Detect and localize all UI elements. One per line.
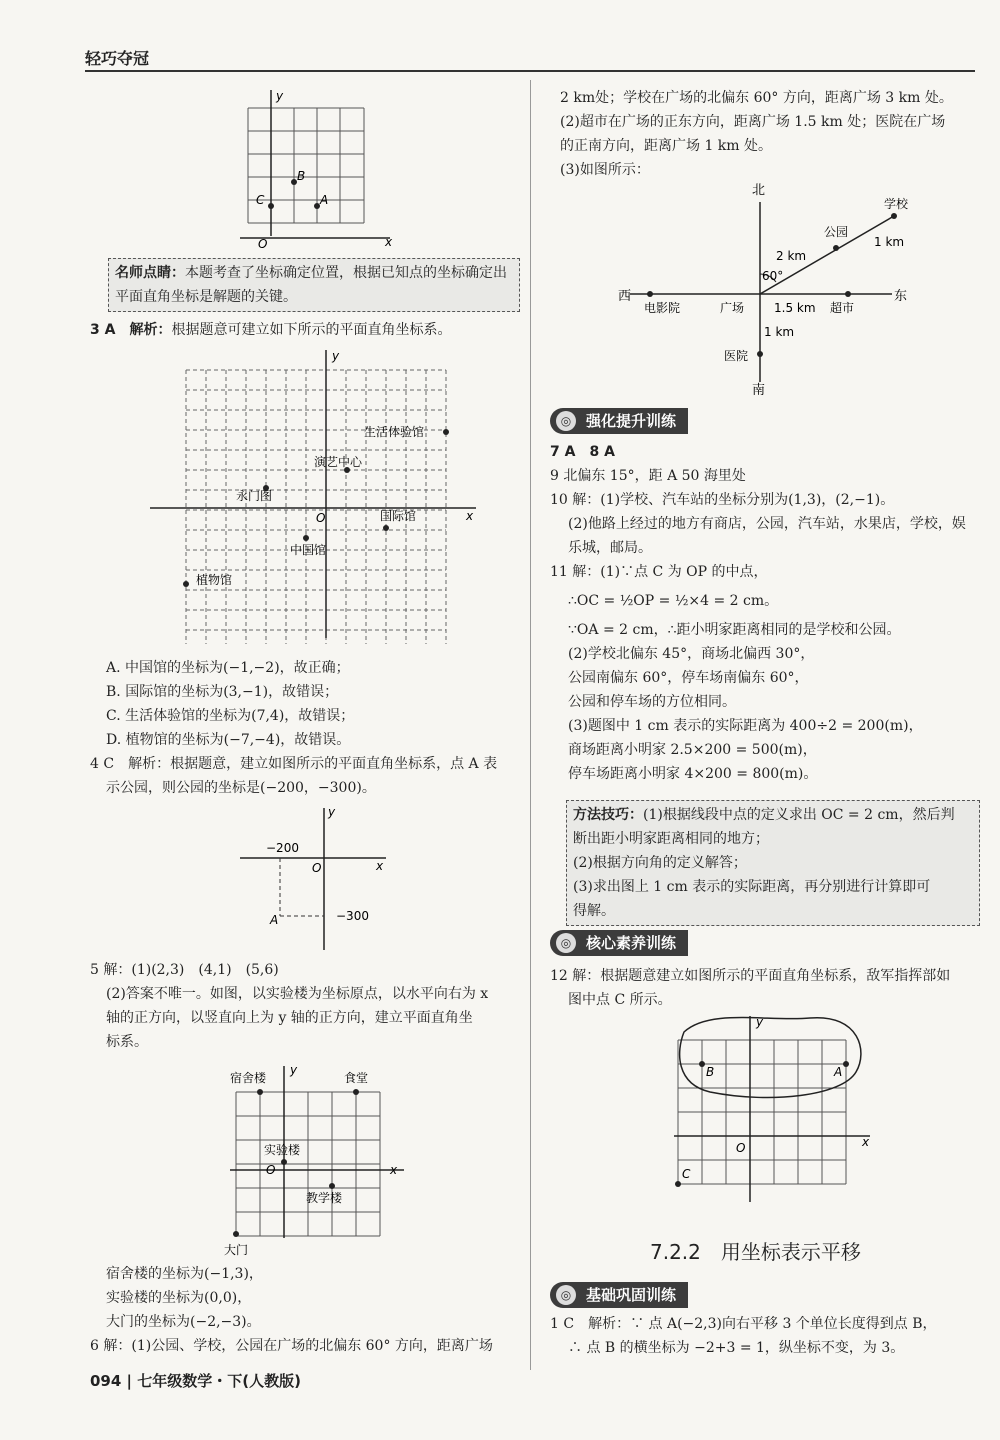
y-label: y	[756, 1015, 764, 1029]
q5-res-3: 大门的坐标为(−2,−3)。	[106, 1314, 261, 1330]
label-south: 南	[752, 383, 766, 396]
tip2-l4: (3)求出图上 1 cm 表示的实际距离，再分别进行计算即可	[573, 879, 931, 895]
point-china	[303, 535, 309, 541]
tip2-l2: 断出距小明家距离相同的地方；	[573, 831, 769, 847]
y-label: y	[328, 806, 336, 819]
tip-box-1	[108, 258, 520, 312]
q12-block	[550, 964, 980, 1012]
q4-line2: 示公园，则公园的坐标是(−200，−300)。	[106, 780, 376, 796]
label-d1b: 1 km	[764, 325, 795, 339]
y-label: y	[332, 349, 340, 363]
point-lab	[281, 1159, 287, 1165]
point-gate	[233, 1231, 239, 1237]
q5-res-1: 宿舍楼的坐标为(−1,3)，	[106, 1266, 263, 1282]
point-c	[675, 1181, 681, 1187]
x-label: x	[466, 509, 474, 523]
tip2-l1: (1)根据线段中点的定义求出 OC = 2 cm，然后判	[643, 807, 955, 823]
banner-core	[550, 930, 688, 956]
page-footer: 094 | 七年级数学・下(人教版)	[90, 1372, 301, 1390]
label-dorm: 宿舍楼	[230, 1071, 267, 1085]
label-north: 北	[752, 183, 766, 198]
label-plant: 植物馆	[196, 573, 233, 587]
point-cinema	[647, 291, 653, 297]
q5-res-2: 实验楼的坐标为(0,0)，	[106, 1290, 252, 1306]
label-culture: 演艺中心	[314, 455, 363, 469]
q11-l8: 商场距离小明家 2.5×200 = 500(m)，	[568, 742, 817, 758]
q11-l9: 停车场距离小明家 4×200 = 800(m)。	[568, 766, 818, 782]
label-gate: 永门图	[236, 489, 273, 503]
point-c	[268, 203, 274, 209]
y-label: y	[290, 1063, 298, 1077]
label-gate: 大门	[224, 1243, 249, 1257]
tip-label: 名师点睛：	[115, 265, 185, 281]
q5-line1: 5 解：(1)(2,3) (4,1) (5,6)	[90, 962, 279, 978]
option-b: B. 国际馆的坐标为(3,−1)，故错误；	[106, 684, 339, 700]
q6-r4: (3)如图所示：	[560, 162, 650, 178]
point-teach	[329, 1183, 335, 1189]
option-a: A. 中国馆的坐标为(−1,−2)，故正确；	[106, 660, 350, 676]
label-cinema: 电影院	[644, 301, 681, 315]
grid-graph-4	[224, 1062, 414, 1258]
page-header	[85, 44, 975, 72]
q10-l2: (2)他路上经过的地方有商店，公园，汽车站，水果店，学校，娱	[568, 516, 966, 532]
q11-l3: ∵OA = 2 cm，∴距小明家距离相同的是学校和公园。	[568, 622, 901, 638]
q11-l6: 公园和停车场的方位相同。	[568, 694, 736, 710]
label-c: C	[682, 1167, 691, 1181]
label-life: 生活体验馆	[364, 425, 425, 439]
q3-head: 3 A 解析：	[90, 322, 172, 338]
q3-text: 根据题意可建立如下所示的平面直角坐标系。	[171, 322, 452, 338]
label-a: A	[270, 913, 279, 927]
point-life	[443, 429, 449, 435]
tip2-label: 方法技巧：	[573, 807, 643, 823]
q5-block	[90, 958, 488, 1054]
q7-8: 7 A 8 A	[550, 444, 615, 460]
q5-line3: 轴的正方向，以竖直向上为 y 轴的正方向，建立平面直角坐	[106, 1010, 473, 1026]
point-school	[891, 213, 897, 219]
label-intl: 国际馆	[380, 509, 417, 523]
label-hospital: 医院	[724, 349, 749, 363]
q10-l1: 10 解：(1)学校、汽车站的坐标分别为(1,3)，(2,−1)。	[550, 492, 895, 508]
q11-l1: 11 解：(1)∵点 C 为 OP 的中点，	[550, 564, 768, 580]
x-label: x	[376, 859, 384, 873]
label-canteen: 食堂	[344, 1071, 369, 1085]
q6-continued	[560, 86, 980, 182]
point-hospital	[757, 351, 763, 357]
q6-r2: (2)超市在广场的正东方向，距离广场 1.5 km 处；医院在广场	[560, 114, 946, 130]
q11-l4: (2)学校北偏东 45°，商场北偏西 30°，	[568, 646, 815, 662]
q9: 9 北偏东 15°，距 A 50 海里处	[550, 468, 746, 484]
option-c: C. 生活体验馆的坐标为(7,4)，故错误；	[106, 708, 355, 724]
label-n300: −300	[336, 909, 369, 923]
tip2-l3: (2)根据方向角的定义解答；	[573, 855, 747, 871]
x-label: x	[385, 235, 393, 248]
point-b	[699, 1061, 705, 1067]
point-park	[833, 245, 839, 251]
y-label: y	[276, 89, 284, 103]
q1-l1: 1 C 解析：∵ 点 A(−2,3)向右平移 3 个单位长度得到点 B，	[550, 1316, 937, 1332]
q3-line	[90, 318, 451, 342]
brand-logo: 轻巧夺冠	[85, 49, 150, 68]
banner-strengthen	[550, 408, 688, 434]
label-west: 西	[618, 289, 632, 304]
q4-block	[90, 752, 497, 800]
label-n200: −200	[266, 841, 299, 855]
option-d: D. 植物馆的坐标为(−7,−4)，故错误。	[106, 732, 351, 748]
point-a	[843, 1061, 849, 1067]
origin-label: O	[736, 1141, 746, 1155]
grid-graph-6	[670, 1012, 880, 1212]
point-plant	[183, 581, 189, 587]
point-intl	[383, 525, 389, 531]
label-b: B	[297, 169, 306, 183]
q12-l2: 图中点 C 所示。	[568, 992, 672, 1008]
q6-r1: 2 km处；学校在广场的北偏东 60° 方向，距离广场 3 km 处。	[560, 90, 953, 106]
q1-block	[550, 1312, 980, 1360]
tip-text: 本题考查了坐标确定位置，根据已知点的坐标确定出平面直角坐标是解题的关键。	[115, 265, 507, 305]
q11-block	[550, 560, 980, 786]
label-market: 超市	[830, 301, 855, 315]
label-a: A	[320, 193, 329, 207]
point-market	[845, 291, 851, 297]
tip-box-2	[566, 800, 980, 926]
label-lab: 实验楼	[264, 1143, 301, 1157]
label-a: A	[834, 1065, 843, 1079]
q5-line4: 标系。	[106, 1034, 148, 1050]
origin-label: O	[312, 861, 322, 875]
q6-line1: 6 解：(1)公园、学校，公园在广场的北偏东 60° 方向，距离广场	[90, 1338, 493, 1354]
origin-label: O	[266, 1163, 276, 1177]
banner-text: 基础巩固训练	[586, 1286, 677, 1304]
label-angle: 60°	[762, 269, 784, 283]
banner-icon: ◎	[556, 1285, 576, 1305]
label-east: 东	[894, 289, 908, 304]
x-label: x	[390, 1163, 398, 1177]
point-canteen	[353, 1089, 359, 1095]
q10-l3: 乐城，邮局。	[568, 540, 652, 556]
q1-l2: ∴ 点 B 的横坐标为 −2+3 = 1，纵坐标不变，为 3。	[568, 1340, 905, 1356]
q7-q10	[550, 440, 980, 560]
label-china: 中国馆	[290, 543, 327, 557]
q3-options	[106, 656, 354, 752]
origin-label: O	[316, 511, 326, 525]
label-d2: 2 km	[776, 249, 807, 263]
label-d15: 1.5 km	[774, 301, 816, 315]
banner-icon: ◎	[556, 933, 576, 953]
q4-line1: 4 C 解析：根据题意，建立如图所示的平面直角坐标系，点 A 表	[90, 756, 498, 772]
x-label: x	[862, 1135, 870, 1149]
label-school: 学校	[884, 197, 909, 211]
q11-l2: ∴OC = ½OP = ½×4 = 2 cm。	[568, 593, 779, 609]
q11-l5: 公园南偏东 60°，停车场南偏东 60°，	[568, 670, 809, 686]
column-divider	[530, 80, 531, 1370]
q12-l1: 12 解：根据题意建立如图所示的平面直角坐标系，敌军指挥部如	[550, 968, 951, 984]
label-park: 公园	[824, 225, 849, 239]
banner-text: 核心素养训练	[586, 934, 677, 952]
label-teach: 教学楼	[306, 1191, 343, 1205]
q6-r3: 的正南方向，距离广场 1 km 处。	[560, 138, 773, 154]
label-d1a: 1 km	[874, 235, 905, 249]
banner-basic	[550, 1282, 688, 1308]
direction-graph-5	[616, 182, 916, 396]
banner-icon: ◎	[556, 411, 576, 431]
label-square: 广场	[720, 301, 745, 315]
q5-results	[106, 1262, 263, 1334]
section-title: 7.2.2 用坐标表示平移	[650, 1240, 861, 1264]
point-dorm	[257, 1089, 263, 1095]
origin-label: O	[258, 237, 268, 248]
grid-graph-2	[150, 348, 480, 644]
q5-line2: (2)答案不唯一。如图，以实验楼为坐标原点，以水平向右为 x	[106, 986, 489, 1002]
grid-graph-1	[240, 88, 400, 248]
axis-graph-3	[236, 806, 396, 956]
tip2-l5: 得解。	[573, 903, 615, 919]
label-b: B	[706, 1065, 715, 1079]
banner-text: 强化提升训练	[586, 412, 677, 430]
q11-l7: (3)题图中 1 cm 表示的实际距离为 400÷2 = 200(m)，	[568, 718, 923, 734]
label-c: C	[256, 193, 265, 207]
